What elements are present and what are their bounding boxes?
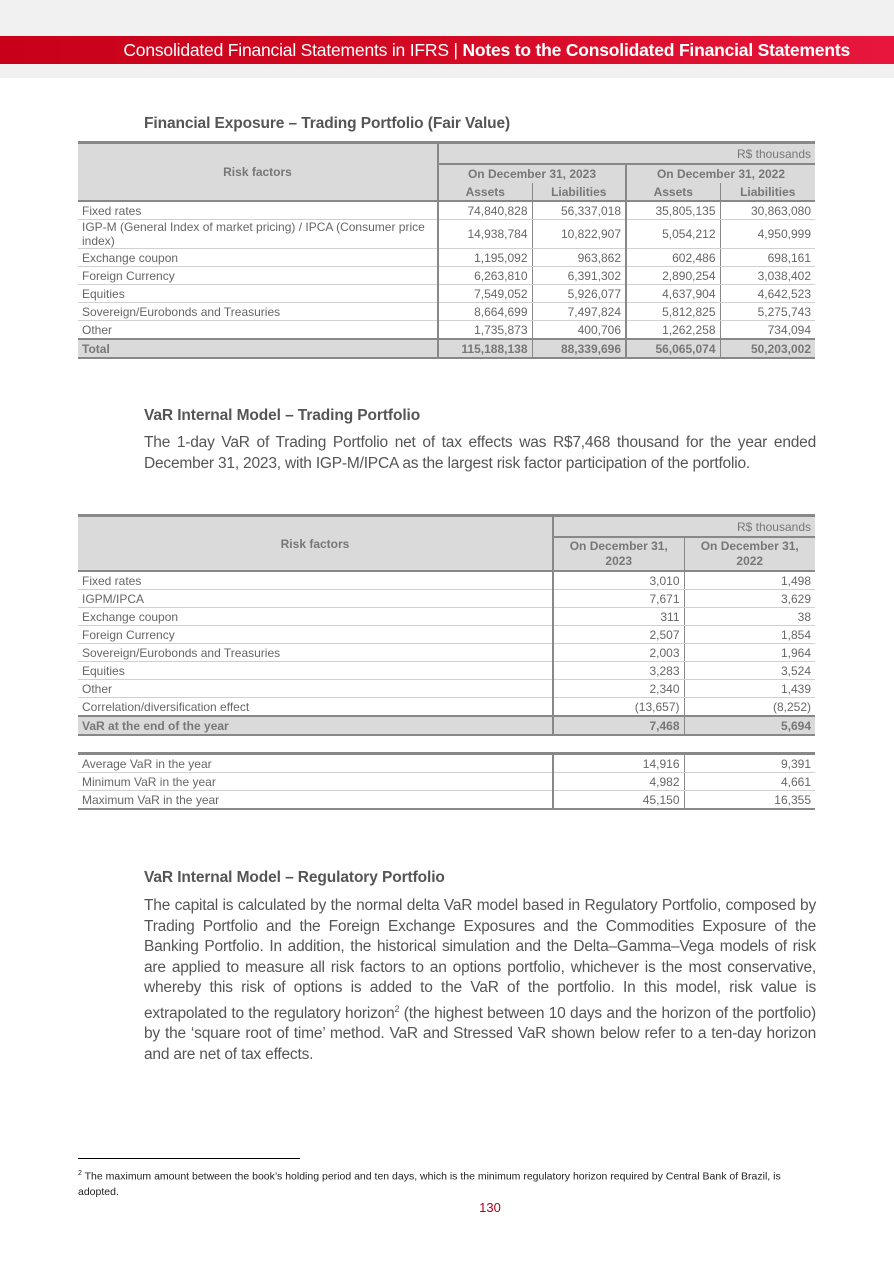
table-row xyxy=(78,626,815,644)
cell-value: 3,038,402 xyxy=(720,267,815,285)
footnote-reference[interactable]: 2 xyxy=(394,1003,400,1014)
row-label: Other xyxy=(78,680,553,698)
liabilities-2023-header: Liabilities xyxy=(532,183,626,201)
row-label: IGPM/IPCA xyxy=(78,590,553,608)
header-left-text: Consolidated Financial Statements in IFRS | xyxy=(123,40,463,60)
cell-value: 2,507 xyxy=(553,626,684,644)
page-number: 130 xyxy=(479,1200,501,1215)
cell-value: 14,938,784 xyxy=(438,220,532,249)
cell-value: 2,340 xyxy=(553,680,684,698)
total-value: 56,065,074 xyxy=(626,339,720,358)
table-row xyxy=(78,321,815,340)
table-row xyxy=(78,590,815,608)
cell-value: 10,822,907 xyxy=(532,220,626,249)
header-sub-band xyxy=(0,64,894,78)
cell-value: (13,657) xyxy=(553,698,684,717)
cell-value: 38 xyxy=(684,608,815,626)
financial-exposure-table xyxy=(78,141,815,359)
cell-value: 5,812,825 xyxy=(626,303,720,321)
cell-value: 56,337,018 xyxy=(532,201,626,220)
risk-factors-header: Risk factors xyxy=(78,516,553,572)
cell-value: 14,916 xyxy=(553,754,684,773)
table-row xyxy=(78,791,815,810)
cell-value: 7,671 xyxy=(553,590,684,608)
footnote xyxy=(78,1166,798,1200)
table-row xyxy=(78,303,815,321)
cell-value: 4,661 xyxy=(684,773,815,791)
cell-value: 1,735,873 xyxy=(438,321,532,340)
table-row xyxy=(78,249,815,267)
paragraph-part2: (the highest between 10 days and the horizon of the portfolio) by the ‘square root of time’ method. VaR and Stressed VaR shown below refer to a ten-day horizon and are net of tax effects. xyxy=(144,1004,817,1063)
unit-label: R$ thousands xyxy=(553,516,815,538)
cell-value: 1,439 xyxy=(684,680,815,698)
cell-value: 3,524 xyxy=(684,662,815,680)
liabilities-2022-header: Liabilities xyxy=(720,183,815,201)
table-row xyxy=(78,662,815,680)
total-value: 50,203,002 xyxy=(720,339,815,358)
table-row xyxy=(78,644,815,662)
total-value: 7,468 xyxy=(553,716,684,735)
assets-2023-header: Assets xyxy=(438,183,532,201)
cell-value: 6,391,302 xyxy=(532,267,626,285)
cell-value: 6,263,810 xyxy=(438,267,532,285)
table-row xyxy=(78,754,815,773)
header-right-text: Notes to the Consolidated Financial Statements xyxy=(462,40,850,60)
table-row xyxy=(78,608,815,626)
var-regulatory-paragraph xyxy=(144,896,816,1065)
cell-value: 3,010 xyxy=(553,571,684,590)
row-label: Equities xyxy=(78,662,553,680)
row-label: Foreign Currency xyxy=(78,267,438,285)
cell-value: 1,964 xyxy=(684,644,815,662)
footnote-divider xyxy=(78,1158,300,1159)
table-row xyxy=(78,698,815,717)
period-2023-header: On December 31, 2023 xyxy=(553,537,684,571)
paragraph-part1: The capital is calculated by the normal delta VaR model based in Regulatory Portfolio, composed by Trading Portfolio and the Foreign Exchange Exposures and the Commodities Exposure of the Banking Portfolio. In addition, the historical simulation and the Delta–Gamma–Vega models of risk are applied to measure all risk factors to an options portfolio, whichever is the most conservative, whereby this risk of options is added to the VaR of the portfolio. In this model, risk value is extrapolated to the regulatory horizon xyxy=(144,897,816,1022)
row-label: Sovereign/Eurobonds and Treasuries xyxy=(78,303,438,321)
cell-value: 3,629 xyxy=(684,590,815,608)
cell-value: 4,642,523 xyxy=(720,285,815,303)
row-label: Other xyxy=(78,321,438,340)
table-row xyxy=(78,680,815,698)
period-2022-header: On December 31, 2022 xyxy=(626,164,815,183)
row-label: Maximum VaR in the year xyxy=(78,791,553,810)
cell-value: 30,863,080 xyxy=(720,201,815,220)
footnote-marker: 2 xyxy=(78,1170,82,1177)
row-label: Equities xyxy=(78,285,438,303)
cell-value: 1,854 xyxy=(684,626,815,644)
cell-value: 1,262,258 xyxy=(626,321,720,340)
var-trading-table xyxy=(78,514,815,736)
cell-value: 74,840,828 xyxy=(438,201,532,220)
cell-value: 9,391 xyxy=(684,754,815,773)
footnote-text: The maximum amount between the book’s holding period and ten days, which is the minimum regulatory horizon required by Central Bank of Brazil, is adopted. xyxy=(78,1170,781,1198)
cell-value: 35,805,135 xyxy=(626,201,720,220)
total-value: 5,694 xyxy=(684,716,815,735)
period-2023-header: On December 31, 2023 xyxy=(438,164,626,183)
cell-value: 16,355 xyxy=(684,791,815,810)
total-label: Total xyxy=(78,339,438,358)
cell-value: 7,497,824 xyxy=(532,303,626,321)
cell-value: 602,486 xyxy=(626,249,720,267)
table-row xyxy=(78,285,815,303)
cell-value: 1,498 xyxy=(684,571,815,590)
cell-value: 698,161 xyxy=(720,249,815,267)
cell-value: 1,195,092 xyxy=(438,249,532,267)
var-trading-paragraph: The 1-day VaR of Trading Portfolio net of tax effects was R$7,468 thousand for the year ended December 31, 2023, with IGP-M/IPCA as the largest risk factor participation of the portfolio. xyxy=(144,434,816,472)
total-label: VaR at the end of the year xyxy=(78,716,553,735)
cell-value: 45,150 xyxy=(553,791,684,810)
cell-value: 5,275,743 xyxy=(720,303,815,321)
cell-value: 3,283 xyxy=(553,662,684,680)
cell-value: 4,950,999 xyxy=(720,220,815,249)
cell-value: 963,862 xyxy=(532,249,626,267)
row-label: Average VaR in the year xyxy=(78,754,553,773)
row-label: IGP-M (General Index of market pricing) / IPCA (Consumer price index) xyxy=(78,220,438,249)
row-label: Exchange coupon xyxy=(78,608,553,626)
assets-2022-header: Assets xyxy=(626,183,720,201)
row-label: Minimum VaR in the year xyxy=(78,773,553,791)
cell-value: (8,252) xyxy=(684,698,815,717)
cell-value: 4,982 xyxy=(553,773,684,791)
cell-value: 5,926,077 xyxy=(532,285,626,303)
section-title-var-trading: VaR Internal Model – Trading Portfolio xyxy=(144,407,421,424)
section-title-var-regulatory: VaR Internal Model – Regulatory Portfolio xyxy=(144,869,445,886)
cell-value: 2,003 xyxy=(553,644,684,662)
cell-value: 311 xyxy=(553,608,684,626)
cell-value: 400,706 xyxy=(532,321,626,340)
table-row xyxy=(78,201,815,220)
table-row xyxy=(78,220,815,249)
cell-value: 2,890,254 xyxy=(626,267,720,285)
unit-label: R$ thousands xyxy=(438,143,815,165)
row-label: Sovereign/Eurobonds and Treasuries xyxy=(78,644,553,662)
var-stats-table xyxy=(78,752,815,810)
risk-factors-header: Risk factors xyxy=(78,143,438,202)
top-margin-band xyxy=(0,0,894,36)
table-row xyxy=(78,571,815,590)
row-label: Foreign Currency xyxy=(78,626,553,644)
cell-value: 734,094 xyxy=(720,321,815,340)
section-title-financial-exposure: Financial Exposure – Trading Portfolio (Fair Value) xyxy=(144,115,511,132)
total-row xyxy=(78,716,815,735)
total-row xyxy=(78,339,815,358)
cell-value: 8,664,699 xyxy=(438,303,532,321)
page-header-bar xyxy=(0,36,894,64)
row-label: Correlation/diversification effect xyxy=(78,698,553,717)
row-label: Fixed rates xyxy=(78,571,553,590)
period-2022-header: On December 31, 2022 xyxy=(684,537,815,571)
table-row xyxy=(78,773,815,791)
row-label: Exchange coupon xyxy=(78,249,438,267)
total-value: 115,188,138 xyxy=(438,339,532,358)
table-row xyxy=(78,267,815,285)
cell-value: 4,637,904 xyxy=(626,285,720,303)
row-label: Fixed rates xyxy=(78,201,438,220)
cell-value: 7,549,052 xyxy=(438,285,532,303)
cell-value: 5,054,212 xyxy=(626,220,720,249)
total-value: 88,339,696 xyxy=(532,339,626,358)
